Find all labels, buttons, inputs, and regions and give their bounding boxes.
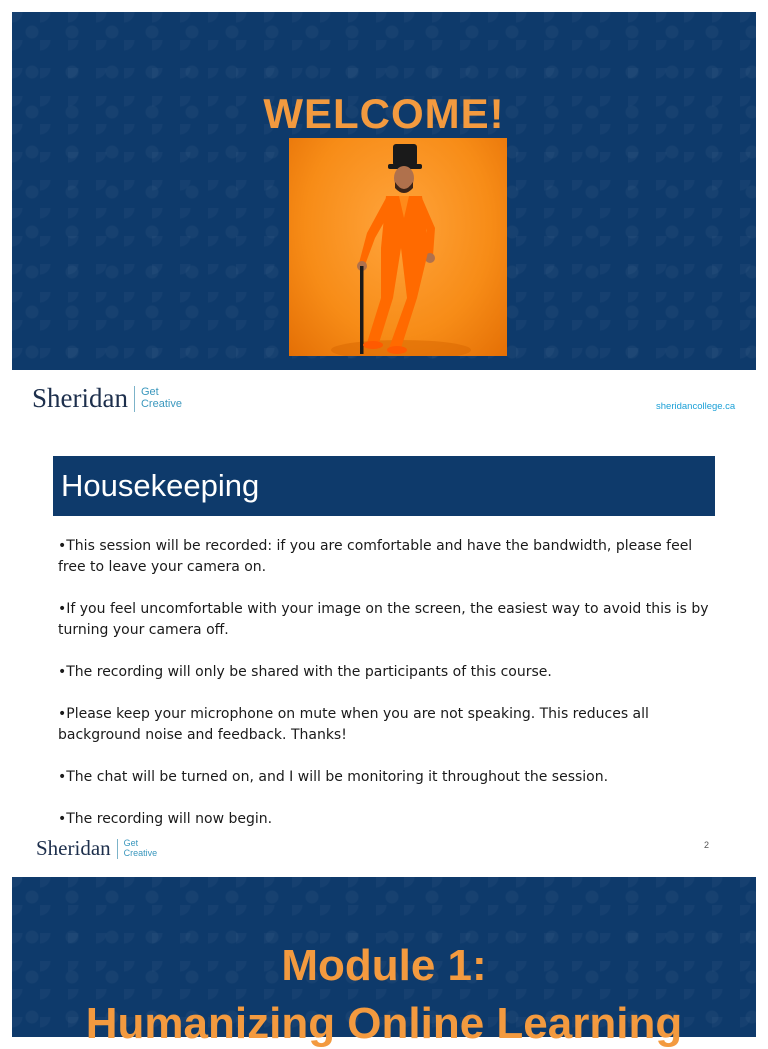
brand-tagline-line1: Get [140, 385, 159, 398]
logo-divider [134, 386, 135, 412]
housekeeping-list [58, 536, 718, 851]
orange-suit-photo [289, 138, 507, 356]
housekeeping-heading: Housekeeping [61, 468, 260, 503]
module-subtitle: Humanizing Online Learning [85, 999, 683, 1048]
module-title: Module 1: [281, 941, 487, 990]
brand-name: Sheridan [36, 836, 111, 860]
logo-divider [117, 839, 118, 859]
brand-tagline-line1: Get [123, 838, 139, 849]
sheridan-logo-footer [36, 836, 157, 861]
sheridan-logo [32, 383, 182, 414]
brand-tagline-line2: Creative [140, 397, 182, 410]
dancing-man-illustration [289, 138, 507, 356]
brand-tagline [124, 839, 158, 858]
page-number: 2 [704, 840, 710, 850]
welcome-slide [12, 12, 756, 370]
website-link[interactable]: sheridancollege.ca [656, 401, 736, 412]
list-item: •This session will be recorded: if you are comfortable and have the bandwidth, please feel free to leave your camera on. [58, 538, 693, 575]
module-slide [12, 877, 756, 1048]
list-item: •If you feel uncomfortable with your image on the screen, the easiest way to avoid this is by turning your camera off. [58, 601, 709, 638]
welcome-title: WELCOME! [263, 90, 505, 137]
brand-tagline-line2: Creative [123, 847, 158, 858]
brand-tagline [141, 387, 182, 410]
list-item: •The recording will only be shared with the participants of this course. [58, 664, 552, 680]
list-item: •The recording will now begin. [58, 811, 273, 827]
list-item: •Please keep your microphone on mute when you are not speaking. This reduces all background noise and feedback. Thanks! [58, 706, 649, 743]
housekeeping-banner [53, 456, 715, 516]
list-item: •The chat will be turned on, and I will be monitoring it throughout the session. [58, 769, 609, 785]
brand-name: Sheridan [32, 383, 128, 413]
